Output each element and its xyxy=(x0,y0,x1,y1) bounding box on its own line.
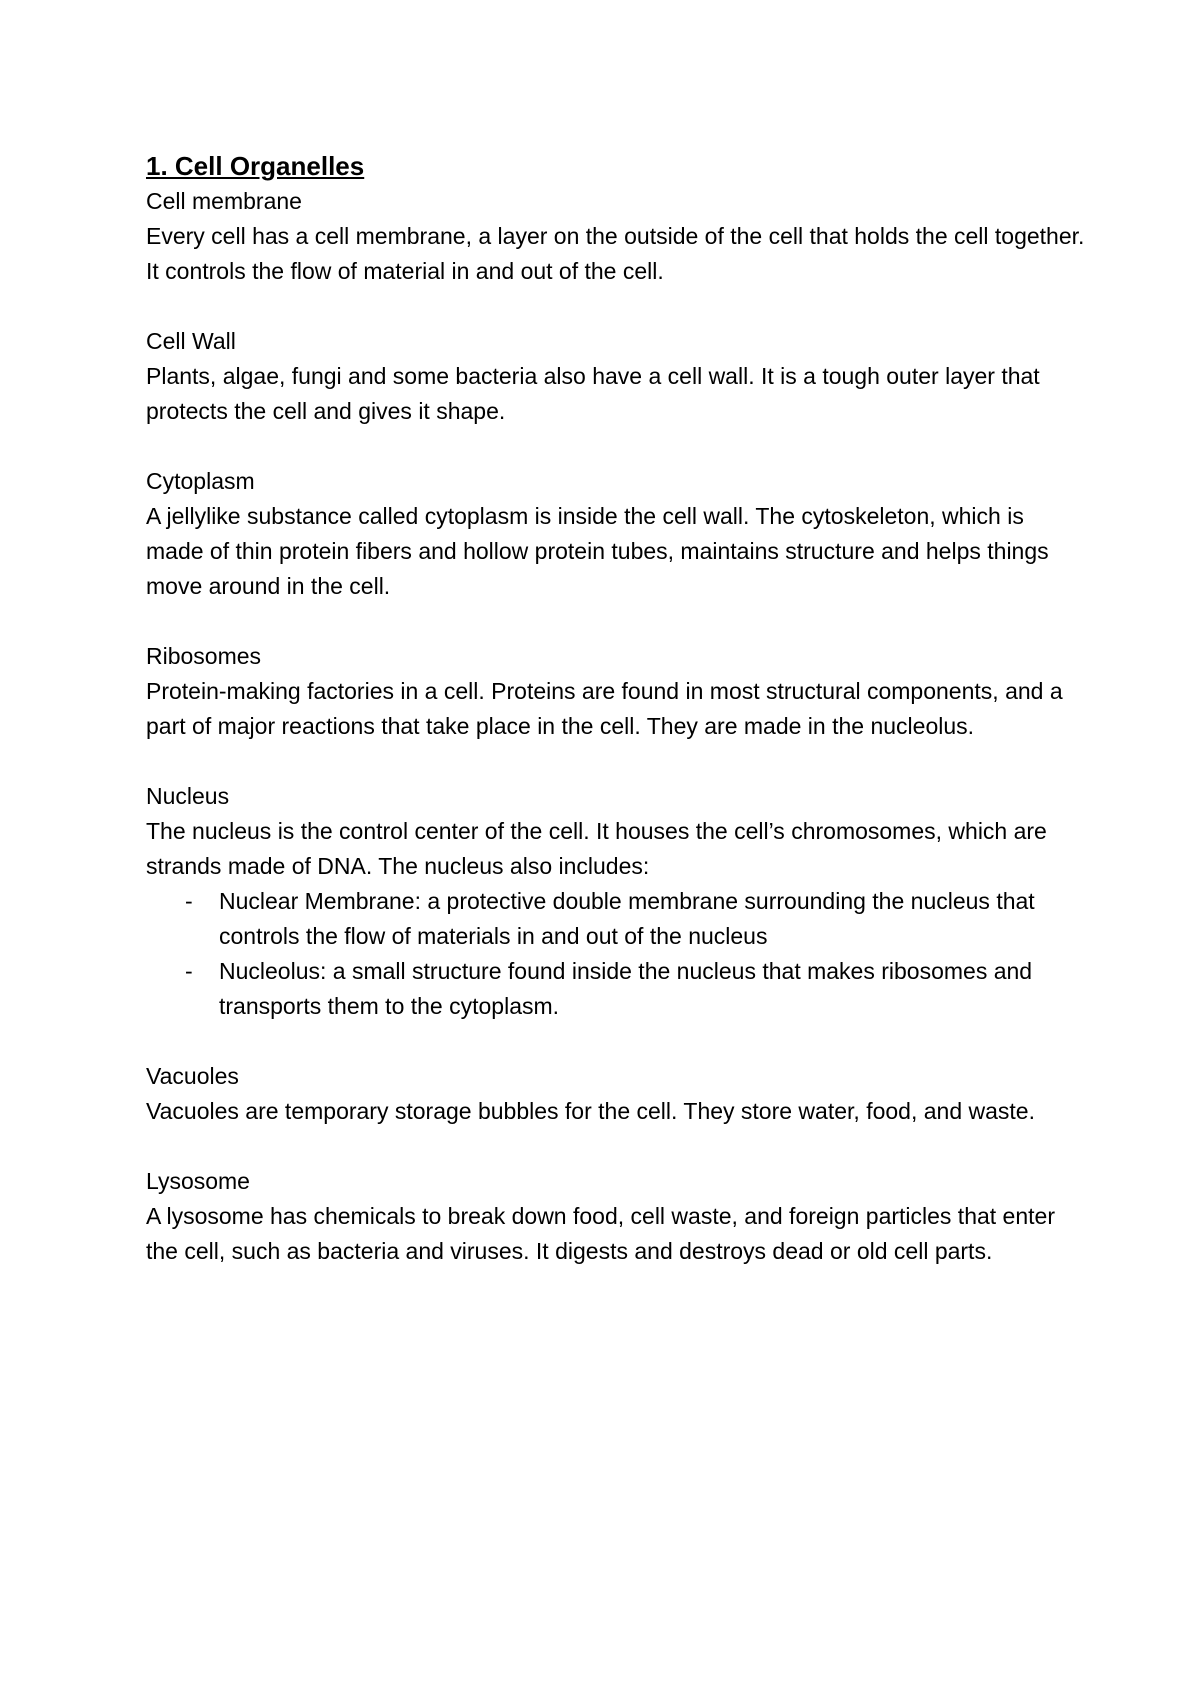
bullet-list xyxy=(146,884,1086,1024)
section-heading: Ribosomes xyxy=(146,643,262,669)
section-text: The nucleus is the control center of the cell. It houses the cell’s chromosomes, which are strands made of DNA. The nucleus also includes: xyxy=(146,818,1047,879)
section-heading: Cell Wall xyxy=(146,328,236,354)
section-text: A lysosome has chemicals to break down food, cell waste, and foreign particles that enter the cell, such as bacteria and viruses. It digests and destroys dead or old cell parts. xyxy=(146,1203,1055,1264)
document-title: 1. Cell Organelles xyxy=(146,151,365,181)
section-lysosome xyxy=(146,1164,1086,1269)
section-text: A jellylike substance called cytoplasm is inside the cell wall. The cytoskeleton, which is made of thin protein fibers and hollow protein tubes, maintains structure and helps things move around in the cell. xyxy=(146,503,1049,599)
bullet-text: Nucleolus: a small structure found inside the nucleus that makes ribosomes and transports them to the cytoplasm. xyxy=(219,958,1033,1019)
section-ribosomes xyxy=(146,639,1086,744)
section-heading: Cell membrane xyxy=(146,188,302,214)
section-heading: Nucleus xyxy=(146,783,230,809)
section-text: Vacuoles are temporary storage bubbles for the cell. They store water, food, and waste. xyxy=(146,1098,1035,1124)
section-heading: Vacuoles xyxy=(146,1063,239,1089)
section-heading: Cytoplasm xyxy=(146,468,255,494)
section-text: Plants, algae, fungi and some bacteria also have a cell wall. It is a tough outer layer that protects the cell and gives it shape. xyxy=(146,363,1040,424)
section-text: Every cell has a cell membrane, a layer on the outside of the cell that holds the cell together. It controls the flow of material in and out of the cell. xyxy=(146,223,1085,284)
section-cytoplasm xyxy=(146,464,1086,604)
section-text: Protein-making factories in a cell. Proteins are found in most structural components, and a part of major reactions that take place in the cell. They are made in the nucleolus. xyxy=(146,678,1063,739)
document-page xyxy=(146,148,1086,1269)
bullet-item xyxy=(146,954,1086,1024)
section-nucleus xyxy=(146,779,1086,1024)
bullet-marker: - xyxy=(185,958,193,984)
section-cell-membrane xyxy=(146,184,1086,289)
bullet-text: Nuclear Membrane: a protective double membrane surrounding the nucleus that controls the flow of materials in and out of the nucleus xyxy=(219,888,1035,949)
bullet-marker: - xyxy=(185,888,193,914)
section-heading: Lysosome xyxy=(146,1168,250,1194)
section-cell-wall xyxy=(146,324,1086,429)
bullet-item xyxy=(146,884,1086,954)
section-vacuoles xyxy=(146,1059,1086,1129)
